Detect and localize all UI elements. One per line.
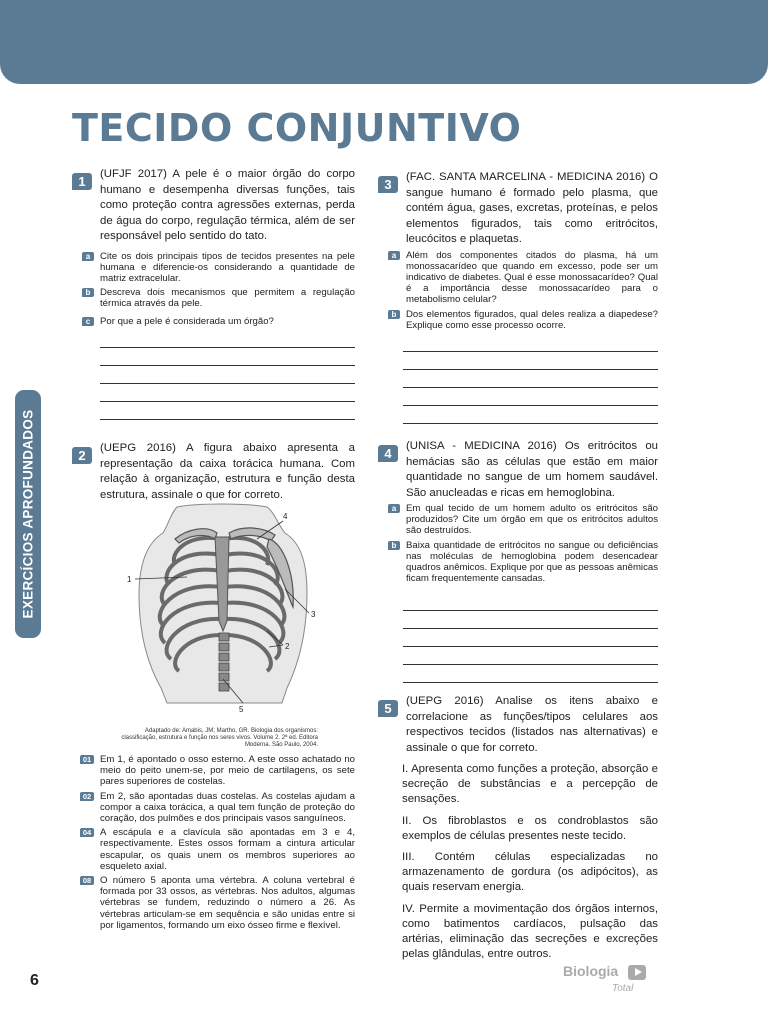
statement-i: I. Apresenta como funções a proteção, absorção e secreção de substâncias e a percepção de sensações. bbox=[402, 763, 658, 806]
question-number-badge: 1 bbox=[72, 173, 92, 190]
question-1 bbox=[72, 167, 355, 330]
item-badge: c bbox=[82, 317, 94, 326]
alternative-02[interactable] bbox=[72, 791, 355, 825]
sub-item-c bbox=[72, 316, 355, 327]
question-5 bbox=[378, 694, 658, 962]
play-icon bbox=[628, 965, 646, 980]
item-badge: 04 bbox=[80, 828, 94, 837]
item-text: Em qual tecido de um homem adulto os eritrócitos são produzidos? Cite um órgão em que os eritrócitos adultos são destruídos. bbox=[406, 503, 658, 537]
question-2 bbox=[72, 441, 355, 503]
section-side-label: EXERCÍCIOS APROFUNDADOS bbox=[20, 409, 36, 619]
question-text: (FAC. SANTA MARCELINA - MEDICINA 2016) O sangue humano é formado pelo plasma, que contém água, gases, excretas, proteínas, e pelos elementos figurados, tais como eritrócitos, leucócitos e plaquetas. bbox=[406, 171, 658, 245]
answer-lines-q1[interactable] bbox=[100, 330, 355, 420]
alternative-01[interactable] bbox=[72, 754, 355, 788]
item-badge: a bbox=[388, 251, 400, 260]
alternative-08[interactable] bbox=[72, 875, 355, 931]
statement-iv: IV. Permite a movimentação dos órgãos internos, como batimentos cardíacos, pulsação das artérias, eliminação das secreções e excreções pelas glândulas, entre outros. bbox=[402, 902, 658, 961]
sub-item-a bbox=[378, 250, 658, 306]
brand-logo-text: Biologia bbox=[563, 963, 619, 979]
item-badge: b bbox=[388, 310, 400, 319]
question-number-badge: 2 bbox=[72, 447, 92, 464]
item-text: O número 5 aponta uma vértebra. A coluna vertebral é formada por 33 ossos, as vértebras. Nos adultos, algumas vértebras se fundem, reduzindo o número a 26. As vértebras articulam-se em sequência e são unidas entre si por ligamentos, formando um eixo ósseo firme e flexível. bbox=[100, 875, 355, 931]
sub-item-b bbox=[378, 540, 658, 585]
sub-item-b bbox=[378, 309, 658, 331]
sub-item-b bbox=[72, 287, 355, 309]
item-text: Baixa quantidade de eritrócitos no sangue ou deficiências nas moléculas de hemoglobina podem desencadear quadros anêmicos. Explique por que as pessoas anêmicas ficam frequentemente cansadas. bbox=[406, 539, 658, 585]
figure-credit: Adaptado de: Amabis, JM; Martho, GR. Biologia dos organismos: classificação, estrutura e função nos seres vivos. Volume 2. 2ª ed. Editora Moderna. São Paulo, 2004. bbox=[121, 728, 318, 748]
sub-item-a bbox=[72, 251, 355, 285]
item-text: Por que a pele é considerada um órgão? bbox=[100, 315, 274, 327]
statement-iii: III. Contém células especializadas no armazenamento de gordura (os adipócitos), as quais reservam energia. bbox=[402, 851, 658, 894]
question-number-badge: 5 bbox=[378, 700, 398, 717]
item-badge: a bbox=[82, 252, 94, 261]
answer-lines-q4[interactable] bbox=[403, 593, 658, 683]
brand-logo-subtext: Total bbox=[612, 983, 634, 994]
question-2-alternatives bbox=[72, 752, 355, 934]
rib-cage-figure bbox=[117, 503, 325, 723]
sub-item-a bbox=[378, 503, 658, 537]
section-side-tab bbox=[15, 390, 41, 638]
item-badge: 02 bbox=[80, 792, 94, 801]
answer-lines-q3[interactable] bbox=[403, 334, 658, 424]
question-number-badge: 3 bbox=[378, 176, 398, 193]
item-badge: b bbox=[82, 288, 94, 297]
question-text: (UEPG 2016) Analise os itens abaixo e correlacione as funções/tipos celulares aos respectivos tecidos (listados nas alternativas) e assinale o que for correto. bbox=[406, 695, 658, 754]
alternative-04[interactable] bbox=[72, 827, 355, 872]
item-text: Dos elementos figurados, qual deles realiza a diapedese? Explique como esse processo ocorre. bbox=[406, 308, 658, 331]
item-badge: 08 bbox=[80, 876, 94, 885]
item-badge: a bbox=[388, 504, 400, 513]
figure-label-5: 5 bbox=[239, 705, 244, 714]
header-bar bbox=[0, 0, 768, 84]
item-text: Em 1, é apontado o osso esterno. A este osso achatado no meio do peito unem-se, por meio de cartilagens, os sete pares superiores de costelas. bbox=[100, 754, 355, 788]
figure-label-2: 2 bbox=[285, 642, 290, 651]
figure-label-1: 1 bbox=[127, 575, 132, 584]
question-text: (UNISA - MEDICINA 2016) Os eritrócitos ou hemácias são as células que estão em maior quantidade no sangue de um homem saudável. São anucleadas e ricas em hemoglobina. bbox=[406, 440, 658, 499]
statement-ii: II. Os fibroblastos e os condroblastos são exemplos de células presentes neste tecido. bbox=[402, 814, 658, 842]
item-badge: b bbox=[388, 541, 400, 550]
item-text: Descreva dois mecanismos que permitem a regulação térmica através da pele. bbox=[100, 287, 355, 310]
question-text: (UFJF 2017) A pele é o maior órgão do corpo humano e desempenha diversas funções, tais como proteção contra agressões externas, perda de água do corpo, regulação térmica, além de ser responsável pelo sentido do tato. bbox=[100, 168, 355, 242]
item-text: Cite os dois principais tipos de tecidos presentes na pele humana e diferencie-os considerando a quantidade de matriz extracelular. bbox=[100, 250, 355, 284]
figure-label-4: 4 bbox=[283, 512, 288, 521]
item-text: Além dos componentes citados do plasma, há um monossacarídeo que quando em excesso, pode ser um indicativo de diabetes. Qual é esse monossacarídeo? Qual é a importância desse monossacarídeo para o metabolismo celular? bbox=[406, 249, 658, 306]
item-text: A escápula e a clavícula são apontadas em 3 e 4, respectivamente. Estes ossos formam a cintura articular escapular, os quais unem os membros superiores ao esqueleto axial. bbox=[100, 827, 355, 872]
page-number: 6 bbox=[30, 972, 39, 989]
question-4 bbox=[378, 439, 658, 587]
figure-label-3: 3 bbox=[311, 610, 316, 619]
item-badge: 01 bbox=[80, 755, 94, 764]
item-text: Em 2, são apontadas duas costelas. As costelas ajudam a compor a caixa torácica, a qual tem função de proteção do coração, dos pulmões e dos principais vasos sanguíneos. bbox=[100, 790, 355, 825]
question-number-badge: 4 bbox=[378, 445, 398, 462]
question-3 bbox=[378, 170, 658, 334]
page-title: TECIDO CONJUNTIVO bbox=[72, 106, 522, 150]
question-text: (UEPG 2016) A figura abaixo apresenta a representação da caixa torácica humana. Com relação à organização, estrutura e função desta estrutura, assinale o que for correto. bbox=[100, 442, 355, 501]
